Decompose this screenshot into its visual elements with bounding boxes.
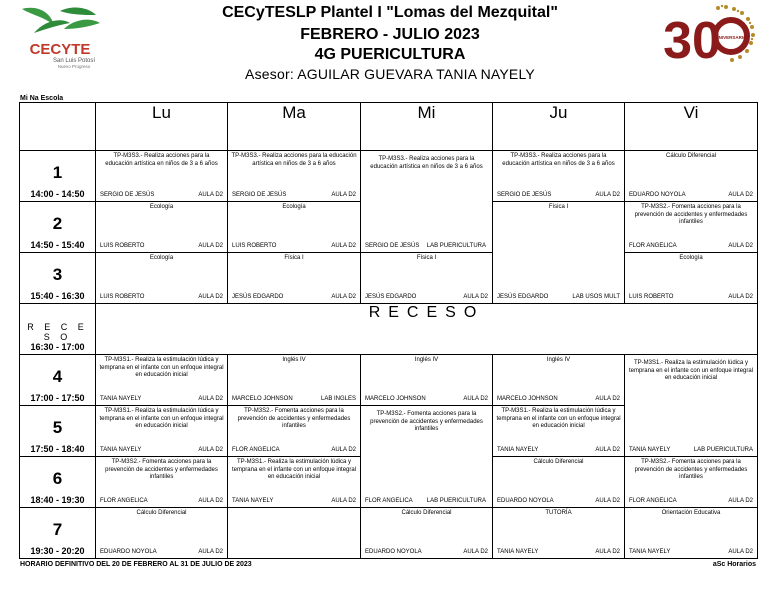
- room-name: AULA D2: [198, 447, 223, 453]
- class-cell: [625, 202, 758, 253]
- room-name: LAB USOS MULT: [572, 294, 620, 300]
- teacher-name: EDUARDO NOYOLA: [497, 498, 554, 504]
- room-name: AULA D2: [463, 549, 488, 555]
- subject-name: Física I: [548, 204, 569, 210]
- teacher-name: TANIA NAYELY: [100, 396, 142, 402]
- subject-name: Cálculo Diferencial: [665, 153, 717, 159]
- schedule-table: [19, 102, 758, 559]
- class-cell: [361, 508, 493, 559]
- subject-name: Orientación Educativa: [661, 510, 721, 516]
- room-name: LAB INGLES: [320, 396, 356, 402]
- subject-name: TP-M3S3.- Realiza acciones para la educación artística en niños de 3 a 6 años: [105, 153, 218, 167]
- room-name: AULA D2: [198, 192, 223, 198]
- day-header: Ju: [493, 103, 625, 151]
- room-name: AULA D2: [198, 294, 223, 300]
- period-label: [20, 151, 96, 202]
- class-cell: [493, 151, 625, 202]
- period-number: 4: [52, 367, 63, 386]
- class-cell: [361, 253, 493, 304]
- period-number: 3: [52, 265, 63, 284]
- day-header: Lu: [96, 103, 228, 151]
- room-name: AULA D2: [595, 549, 620, 555]
- period-row: [20, 508, 758, 559]
- teacher-name: JESÚS EDGARDO: [365, 294, 417, 300]
- period-time: 15:40 - 16:30: [30, 291, 85, 301]
- subject-name: TP-M3S2.- Fomenta acciones para la prevención de accidentes y enfermedades infantiles: [105, 459, 218, 480]
- teacher-name: LUIS ROBERTO: [232, 243, 277, 249]
- period-row: [20, 253, 758, 304]
- subject-name: TP-M3S3.- Realiza acciones para la educación artística en niños de 3 a 6 años: [502, 153, 615, 167]
- room-name: AULA D2: [331, 192, 356, 198]
- class-cell: [361, 355, 493, 406]
- class-cell: [228, 202, 361, 253]
- day-header: Mi: [361, 103, 493, 151]
- teacher-name: MARCELO JOHNSON: [232, 396, 293, 402]
- room-name: AULA D2: [198, 549, 223, 555]
- logo-sub1: San Luis Potosí: [52, 58, 96, 64]
- room-name: AULA D2: [331, 447, 356, 453]
- class-cell: [228, 406, 361, 457]
- teacher-name: FLOR ANGELICA: [629, 243, 677, 249]
- class-cell: [493, 457, 625, 508]
- day-header: Vi: [625, 103, 758, 151]
- period-time: 17:50 - 18:40: [30, 444, 85, 454]
- room-name: AULA D2: [198, 243, 223, 249]
- class-cell: [228, 253, 361, 304]
- subject-name: TP-M3S3.- Realiza acciones para la educación artística en niños de 3 a 6 años: [231, 153, 357, 167]
- period-time: 14:00 - 14:50: [30, 189, 85, 199]
- room-name: LAB PUERICULTURA: [426, 498, 486, 504]
- period-time: 19:30 - 20:20: [30, 546, 85, 556]
- cecyte-logo: [14, 3, 106, 69]
- room-name: AULA D2: [728, 243, 753, 249]
- class-cell: [96, 355, 228, 406]
- period-number: 7: [52, 520, 63, 539]
- period-number: 1: [52, 163, 63, 182]
- subject-name: TP-M3S1.- Realiza la estimulación lúdica y temprana en el infante con un enfoque integral en educación inicial: [628, 360, 754, 381]
- class-cell: [493, 508, 625, 559]
- teacher-name: SERGIO DE JESÚS: [365, 243, 420, 249]
- room-name: AULA D2: [595, 396, 620, 402]
- teacher-name: EDUARDO NOYOLA: [365, 549, 422, 555]
- room-name: AULA D2: [728, 192, 753, 198]
- teacher-name: SERGIO DE JESÚS: [497, 192, 552, 198]
- period-title: FEBRERO - JULIO 2023: [300, 26, 480, 43]
- teacher-name: FLOR ANGELICA: [232, 447, 280, 453]
- subject-name: TUTORÍA: [545, 510, 572, 516]
- teacher-name: EDUARDO NOYOLA: [100, 549, 157, 555]
- class-cell-empty: [228, 508, 361, 559]
- teacher-name: MARCELO JOHNSON: [497, 396, 558, 402]
- footer-note: HORARIO DEFINITIVO DEL 20 DE FEBRERO AL 31 DE JULIO DE 2023: [20, 561, 252, 568]
- room-name: AULA D2: [331, 243, 356, 249]
- anniversary-number: 30: [664, 12, 721, 68]
- school-label: Mi Na Escola: [20, 95, 64, 102]
- room-name: AULA D2: [728, 498, 753, 504]
- teacher-name: TANIA NAYELY: [497, 549, 539, 555]
- subject-name: TP-M3S1.- Realiza la estimulación lúdica y temprana en el infante con un enfoque integral en educación inicial: [99, 357, 224, 378]
- teacher-name: LUIS ROBERTO: [100, 294, 145, 300]
- class-cell: [625, 151, 758, 202]
- room-name: AULA D2: [463, 396, 488, 402]
- subject-name: Inglés IV: [546, 357, 571, 363]
- day-header-row: [20, 103, 758, 151]
- teacher-name: LUIS ROBERTO: [629, 294, 674, 300]
- class-cell: [96, 406, 228, 457]
- teacher-name: TANIA NAYELY: [497, 447, 539, 453]
- subject-name: Ecología: [679, 255, 703, 261]
- period-label: [20, 406, 96, 457]
- logo-sub2: Nuevo Progreso: [57, 64, 91, 69]
- period-time: 17:00 - 17:50: [30, 393, 85, 403]
- subject-name: Física I: [416, 255, 437, 261]
- subject-name: TP-M3S2.- Fomenta acciones para la prevención de accidentes y enfermedades infantiles: [634, 459, 748, 480]
- room-name: AULA D2: [198, 396, 223, 402]
- period-number: 2: [52, 214, 63, 233]
- period-label: [20, 355, 96, 406]
- class-cell: [96, 508, 228, 559]
- teacher-name: SERGIO DE JESÚS: [100, 192, 155, 198]
- period-time: 18:40 - 19:30: [30, 495, 85, 505]
- group-title: 4G PUERICULTURA: [314, 46, 466, 63]
- footer-credit: aSc Horarios: [712, 561, 756, 568]
- teacher-name: TANIA NAYELY: [629, 447, 671, 453]
- room-name: AULA D2: [331, 498, 356, 504]
- period-label: [20, 508, 96, 559]
- class-cell: [361, 151, 493, 253]
- recess-label: R E C E S O: [27, 322, 88, 342]
- advisor-line: Asesor: AGUILAR GUEVARA TANIA NAYELY: [245, 66, 535, 82]
- class-cell: [493, 355, 625, 406]
- teacher-name: SERGIO DE JESÚS: [232, 192, 287, 198]
- class-cell: [96, 202, 228, 253]
- subject-name: TP-M3S2.- Fomenta acciones para la prevención de accidentes y enfermedades infantiles: [237, 408, 351, 429]
- class-cell: [493, 202, 625, 304]
- teacher-name: MARCELO JOHNSON: [365, 396, 426, 402]
- subject-name: Inglés IV: [282, 357, 306, 363]
- class-cell: [625, 355, 758, 457]
- subject-name: Cálculo Diferencial: [533, 459, 584, 465]
- class-cell: [361, 406, 493, 508]
- period-time: 14:50 - 15:40: [30, 240, 85, 250]
- room-name: AULA D2: [595, 192, 620, 198]
- subject-name: TP-M3S2.- Fomenta acciones para la prevención de accidentes y enfermedades infantiles: [370, 411, 483, 432]
- room-name: LAB PUERICULTURA: [426, 243, 486, 249]
- class-cell: [228, 151, 361, 202]
- class-cell: [228, 355, 361, 406]
- room-name: AULA D2: [331, 294, 356, 300]
- subject-name: Inglés IV: [414, 357, 439, 363]
- period-label: [20, 202, 96, 253]
- day-header: Ma: [228, 103, 361, 151]
- teacher-name: FLOR ANGELICA: [365, 498, 413, 504]
- subject-name: Ecología: [149, 255, 174, 261]
- recess-label-cell: [20, 304, 96, 355]
- subject-name: Física I: [284, 255, 304, 261]
- corner-cell: [20, 103, 96, 151]
- subject-name: TP-M3S3.- Realiza acciones para la educación artística en niños de 3 a 6 años: [370, 156, 483, 170]
- subject-name: TP-M3S1.- Realiza la estimulación lúdica y temprana en el infante con un enfoque integral en educación inicial: [231, 459, 357, 480]
- room-name: AULA D2: [728, 294, 753, 300]
- teacher-name: FLOR ANGELICA: [100, 498, 148, 504]
- teacher-name: JESÚS EDGARDO: [497, 294, 549, 300]
- class-cell: [228, 457, 361, 508]
- recess-row: [20, 304, 758, 355]
- class-cell: [96, 253, 228, 304]
- page-title: CECyTESLP Plantel I "Lomas del Mezquital": [222, 4, 558, 21]
- class-cell: [625, 253, 758, 304]
- period-number: 5: [52, 418, 63, 437]
- teacher-name: FLOR ANGELICA: [629, 498, 677, 504]
- subject-name: Ecología: [282, 204, 306, 210]
- logo-wordmark: CECYTE: [29, 41, 91, 58]
- period-number: 6: [52, 469, 63, 488]
- room-name: LAB PUERICULTURA: [693, 447, 753, 453]
- period-row: [20, 151, 758, 202]
- subject-name: Cálculo Diferencial: [401, 510, 452, 516]
- period-label: [20, 253, 96, 304]
- subject-name: TP-M3S1.- Realiza la estimulación lúdica y temprana en el infante con un enfoque integral en educación inicial: [99, 408, 224, 429]
- teacher-name: TANIA NAYELY: [232, 498, 274, 504]
- subject-name: Ecología: [149, 204, 174, 210]
- room-name: AULA D2: [728, 549, 753, 555]
- class-cell: [493, 406, 625, 457]
- teacher-name: EDUARDO NOYOLA: [629, 192, 686, 198]
- room-name: AULA D2: [463, 294, 488, 300]
- teacher-name: LUIS ROBERTO: [100, 243, 145, 249]
- teacher-name: TANIA NAYELY: [100, 447, 142, 453]
- class-cell: [96, 457, 228, 508]
- room-name: AULA D2: [595, 498, 620, 504]
- teacher-name: TANIA NAYELY: [629, 549, 671, 555]
- room-name: AULA D2: [595, 447, 620, 453]
- subject-name: Cálculo Diferencial: [136, 510, 187, 516]
- subject-name: TP-M3S1.- Realiza la estimulación lúdica y temprana en el infante con un enfoque integral en educación inicial: [496, 408, 621, 429]
- class-cell: [625, 457, 758, 508]
- subject-name: TP-M3S2.- Fomenta acciones para la prevención de accidentes y enfermedades infantiles: [634, 204, 748, 225]
- period-time: 16:30 - 17:00: [30, 342, 85, 352]
- teacher-name: JESÚS EDGARDO: [232, 294, 284, 300]
- period-row: [20, 355, 758, 406]
- period-label: [20, 457, 96, 508]
- recess-banner: RECESO: [96, 304, 758, 355]
- room-name: AULA D2: [198, 498, 223, 504]
- anniversary-logo: [664, 2, 762, 68]
- class-cell: [625, 508, 758, 559]
- class-cell: [96, 151, 228, 202]
- anniversary-text: ANIVERSARIO: [715, 35, 747, 40]
